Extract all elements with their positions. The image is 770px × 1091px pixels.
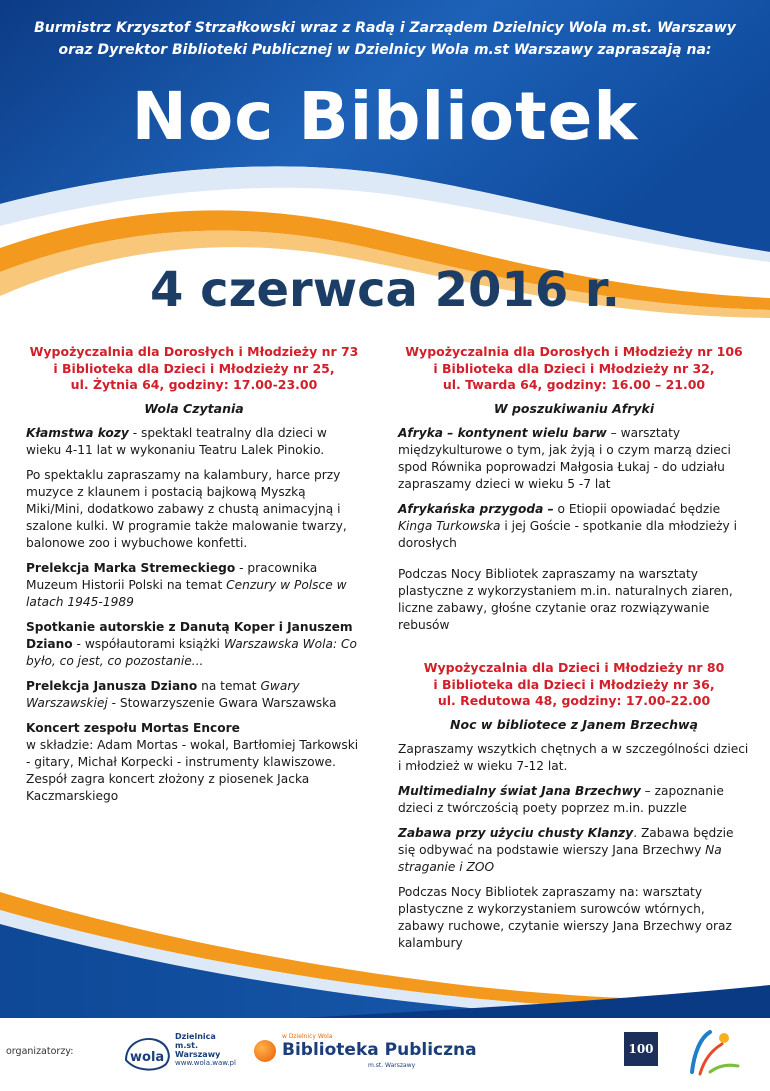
right1-item: Afryka – kontynent wielu barw – warsztaty międzykulturowe o tym, jak żyją i o czym marzą dzieci spod Równika poprowadzi Małgosia Łukaj - do udziału zapraszamy dzieci w wieku 5 -7 lat (398, 425, 731, 491)
right1-library-line: Wypożyczalnia dla Dorosłych i Młodzieży nr 106 (405, 344, 743, 359)
header-line-1: Burmistrz Krzysztof Strzałkowski wraz z Radą i Zarządem Dzielnicy Wola m.st. Warszawy (34, 20, 736, 36)
left-column (26, 344, 362, 813)
wola-line: m.st. (175, 1041, 198, 1050)
right2-item: Podczas Nocy Bibliotek zapraszamy na: warsztaty plastyczne z wykorzystaniem surowców wtórnych, zabawy ruchowe, czytanie wierszy Jana Brzechwy oraz kalambury (398, 884, 732, 950)
svg-text:wola: wola (130, 1050, 165, 1065)
right2-item: Multimedialny świat Jana Brzechwy – zapoznanie dzieci z twórczością poety poprzez m.in. puzzle (398, 783, 724, 815)
wola-line: www.wola.waw.pl (175, 1059, 236, 1067)
wola-district-text (175, 1032, 236, 1068)
right1-library-line: i Biblioteka dla Dzieci i Młodzieży nr 32, (433, 360, 715, 376)
left-library-line: i Biblioteka dla Dzieci i Młodzieży nr 25, (53, 360, 335, 376)
right2-library-line: ul. Redutowa 48, godziny: 17.00-22.00 (437, 693, 711, 708)
left-library-line: Wypożyczalnia dla Dorosłych i Młodzieży nr 73 (29, 344, 359, 359)
left-event-title: Wola Czytania (144, 400, 244, 416)
left-library-line: ul. Żytnia 64, godziny: 17.00-23.00 (70, 377, 318, 392)
event-date: 4 czerwca 2016 r. (150, 262, 620, 318)
right1-item: Podczas Nocy Bibliotek zapraszamy na warsztaty plastyczne z wykorzystaniem m.in. naturalnych ziaren, liczne zabawy, głośne czytanie oraz rozwiązywanie rebusów (398, 566, 733, 632)
library-logo-icon (254, 1040, 276, 1062)
right2-item: Zabawa przy użyciu chusty Klanzy. Zabawa będzie się odbywać na podstawie wierszy Jana Brzechwy Na straganie i ZOO (398, 825, 734, 874)
header-line-2: oraz Dyrektor Biblioteki Publicznej w Dzielnicy Wola m.st Warszawy zapraszają na: (58, 42, 712, 58)
organizers-label: organizatorzy: (6, 1046, 74, 1057)
left-item: Po spektaklu zapraszamy na kalambury, harce przy muzyce z klaunem i postacią bajkową Myszką Miki/Mini, dodatkowo zabawy z chustą animacyjną i szalone kulki. W programie także malowanie twarzy, balonowe zoo i wybuchowe konfetti. (26, 467, 347, 550)
right1-library-line: ul. Twarda 64, godziny: 16.00 – 21.00 (442, 377, 706, 392)
left-item: Koncert zespołu Mortas Encore w składzie: Adam Mortas - wokal, Bartłomiej Tarkowski - gitary, Michał Korpecki - instrumenty klawiszowe. Zespół zagra koncert złożony z piosenek Jacka Kaczmarskiego (26, 720, 359, 803)
page-title: Noc Bibliotek (131, 78, 639, 155)
left-item: Kłamstwa kozy - spektakl teatralny dla dzieci w wieku 4-11 lat w wykonaniu Teatru Lalek Pinokio. (26, 425, 327, 457)
right2-event-title: Noc w bibliotece z Janem Brzechwą (450, 716, 698, 732)
left-item: Prelekcja Marka Stremeckiego - pracownika Muzeum Historii Polski na temat Cenzury w Polsce w latach 1945-1989 (26, 560, 347, 609)
right1-library-info (398, 344, 750, 394)
wola-reading-logo (684, 1028, 744, 1078)
right1-item: Afrykańska przygoda – o Etiopii opowiadać będzie Kinga Turkowska i jej Goście - spotkanie dla młodzieży i dorosłych (398, 501, 738, 550)
anniversary-stamp-logo: 100 (624, 1032, 658, 1066)
wola-line: Dzielnica (175, 1032, 216, 1041)
right2-item: Zapraszamy wszytkich chętnych a w szczególności dzieci i młodzież w wieku 7-12 lat. (398, 741, 749, 773)
left-item: Spotkanie autorskie z Danutą Koper i Januszem Dziano - współautorami książki Warszawska Wola: Co było, co jest, co pozostanie... (26, 619, 357, 668)
right2-library-line: i Biblioteka dla Dzieci i Młodzieży nr 36, (433, 676, 715, 692)
right2-library-line: Wypożyczalnia dla Dzieci i Młodzieży nr 80 (423, 660, 725, 675)
wola-line: Warszawy (175, 1050, 221, 1059)
library-logo-name: Biblioteka Publiczna (282, 1040, 477, 1060)
left-item: Prelekcja Janusza Dziano na temat Gwary Warszawskiej - Stowarzyszenie Gwara Warszawska (26, 678, 337, 710)
library-logo-sub: m.st. Warszawy (368, 1062, 416, 1069)
right-column-top (398, 344, 750, 642)
right1-event-title: W poszukiwaniu Afryki (493, 400, 655, 416)
right2-library-info (398, 660, 750, 710)
library-logo-small: w Dzielnicy Wola (282, 1033, 333, 1040)
left-library-info (26, 344, 362, 394)
right-column-bottom (398, 660, 750, 960)
